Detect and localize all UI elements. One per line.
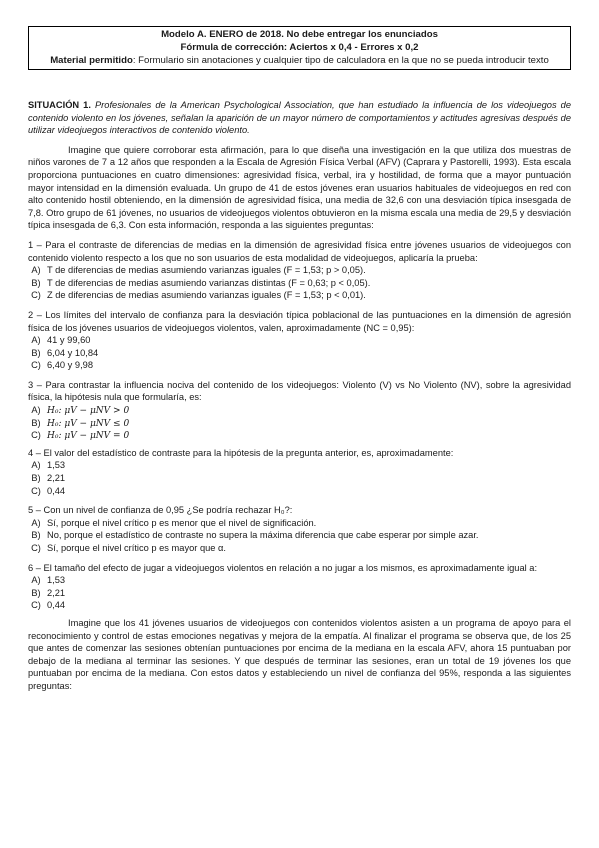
option-text: 6,40 y 9,98 (47, 360, 94, 371)
answer-option[interactable] (28, 334, 571, 347)
answer-option[interactable] (28, 529, 571, 542)
question-block (28, 379, 571, 442)
allowed-material-label: Material permitido (50, 55, 133, 66)
option-text: 41 y 99,60 (47, 335, 91, 346)
option-letter: C) (31, 485, 41, 496)
option-text: Sí, porque el nivel crítico p es menor que el nivel de significación. (47, 517, 317, 528)
option-letter: C) (28, 359, 44, 372)
answer-option[interactable] (28, 574, 571, 587)
question-block (28, 309, 571, 372)
situation-text: Profesionales de la American Psychological Association, que han estudiado la influencia de los videojuegos de contenido violento en los jóvenes, señalan la aparición de un mayor número de comportamientos y actitudes agresivas después de utilizar videojuegos interactivos de contenido violento. (28, 100, 571, 136)
option-letter: B) (31, 277, 41, 288)
option-letter: A) (31, 460, 41, 471)
exam-content (28, 99, 571, 693)
option-letter: B) (31, 347, 41, 358)
option-letter: B) (31, 530, 41, 541)
question-block (28, 239, 571, 302)
question-block (28, 562, 571, 612)
answer-option[interactable] (28, 359, 571, 372)
option-text: No, porque el estadístico de contraste no supera la máxima diferencia que cabe esperar por simple azar. (47, 530, 479, 541)
option-letter: A) (31, 335, 41, 346)
answer-option[interactable] (28, 264, 571, 277)
answer-option[interactable] (28, 404, 571, 417)
allowed-material-line (29, 54, 570, 67)
option-letter: C) (31, 290, 41, 301)
option-text: 2,21 (47, 587, 66, 598)
option-letter: A) (28, 517, 44, 530)
option-letter: B) (28, 472, 44, 485)
question-text: 6 – El tamaño del efecto de jugar a videojuegos violentos en relación a no jugar a los mismos, es aproximadamente igual a: (28, 562, 538, 573)
option-letter: A) (31, 575, 41, 586)
closing-paragraph: Imagine que los 41 jóvenes usuarios de videojuegos con contenidos violentos asisten a un programa de apoyo para el reconocimiento y control de estas emociones negativas y mejora de la empatía. Al finalizar el programa se observa que, de los 25 que antes de comenzar las sesiones obtenían puntuaciones por encima de la mediana en la escala AFV, ahora 15 puntuaban por debajo de la mediana al terminar las sesiones. Y que después de terminar las sesiones, eran un total de 19 jóvenes los que puntuaban por encima de la mediana. Con estos datos y estableciendo un nivel de confianza del 95%, responda a las siguientes preguntas: (28, 617, 571, 691)
option-letter: B) (28, 417, 44, 430)
option-text: 2,21 (47, 473, 66, 484)
exam-header (28, 26, 571, 70)
question-text: 5 – Con un nivel de confianza de 0,95 ¿Se podría rechazar H₀?: (28, 505, 293, 516)
answer-option[interactable] (28, 347, 571, 360)
option-text: H₀: μV − μNV = 0 (47, 431, 130, 442)
option-letter: A) (28, 264, 44, 277)
answer-option[interactable] (28, 459, 571, 472)
situation-label: SITUACIÓN 1. (28, 100, 91, 110)
answer-option[interactable] (28, 417, 571, 430)
answer-option[interactable] (28, 289, 571, 302)
option-letter: C) (31, 430, 41, 441)
option-text: H₀: μV − μNV > 0 (47, 406, 130, 417)
question-block (28, 504, 571, 554)
question-block (28, 447, 571, 497)
answer-option[interactable] (28, 542, 571, 555)
option-letter: C) (28, 599, 44, 612)
option-text: Sí, porque el nivel crítico p es mayor que α. (47, 543, 227, 553)
option-text: 0,44 (47, 600, 66, 611)
option-text: 0,44 (47, 485, 66, 496)
question-text: 1 – Para el contraste de diferencias de medias en la dimensión de agresividad física entre jóvenes usuarios de videojuegos con contenido violento respecto a los que no son usuarios de esta modalidad de videojuegos, aplicaría la prueba: (28, 239, 571, 263)
question-text: 4 – El valor del estadístico de contraste para la hipótesis de la pregunta anterior, es, aproximadamente: (28, 447, 454, 458)
answer-option[interactable] (28, 472, 571, 485)
option-letter: B) (31, 587, 41, 598)
answer-option[interactable] (28, 429, 571, 442)
answer-option[interactable] (28, 587, 571, 600)
question-text: 3 – Para contrastar la influencia nociva del contenido de los videojuegos: Violento (V) vs No Violento (NV), sobre la agresividad física, la hipótesis nula que formularía, es: (28, 379, 571, 403)
option-letter: C) (31, 543, 41, 553)
allowed-material-text: : Formulario sin anotaciones y cualquier tipo de calculadora en la que no se pueda introducir texto (132, 55, 549, 66)
answer-option[interactable] (28, 517, 571, 530)
option-text: Z de diferencias de medias asumiendo varianzas iguales (F = 1,53; p < 0,01). (47, 290, 366, 301)
situation-statement (28, 99, 571, 137)
option-text: T de diferencias de medias asumiendo varianzas iguales (F = 1,53; p > 0,05). (47, 265, 366, 276)
answer-option[interactable] (28, 599, 571, 612)
intro-paragraph: Imagine que quiere corroborar esta afirmación, para lo que diseña una investigación en la que utiliza dos muestras de niños varones de 7 a 12 años que responden a la Escala de Agresión Física Verbal (AFV) (Caprara y Pastorelli, 1993). Esta escala proporciona puntuaciones en cuatro dimensiones: agresividad física, verbal, ira y hostilidad, de forma que a mayor puntuación mayor intensidad en la dimensión evaluada. Un grupo de 41 de estos jóvenes eran usuarios habituales de videojuegos en red con alto contenido hostil obteniendo, en la dimensión de agresividad física, una media de 32,6 con una desviación típica insesgada de 7,8. Otro grupo de 61 jóvenes, no usuarios de videojuegos violentos obtuvieron en la misma escala una media de 29,5 y desviación típica insesgada de 6,3. Con esta información, responda a las siguientes preguntas: (28, 144, 571, 231)
option-letter: A) (31, 405, 41, 416)
answer-option[interactable] (28, 277, 571, 290)
option-text: 1,53 (47, 460, 66, 471)
exam-model-line: Modelo A. ENERO de 2018. No debe entregar los enunciados (161, 29, 438, 40)
option-text: T de diferencias de medias asumiendo varianzas distintas (F = 0,63; p < 0,05). (47, 277, 371, 288)
correction-formula-line: Fórmula de corrección: Aciertos x 0,4 - Errores x 0,2 (180, 42, 419, 53)
answer-option[interactable] (28, 485, 571, 498)
option-text: 1,53 (47, 575, 66, 586)
option-text: H₀: μV − μNV ≤ 0 (47, 418, 130, 429)
question-text: 2 – Los límites del intervalo de confianza para la desviación típica poblacional de las puntuaciones en la dimensión de agresión física de los jóvenes usuarios de videojuegos violentos, valen, aproximadamente (NC = 0,95): (28, 309, 571, 333)
option-text: 6,04 y 10,84 (47, 347, 99, 358)
